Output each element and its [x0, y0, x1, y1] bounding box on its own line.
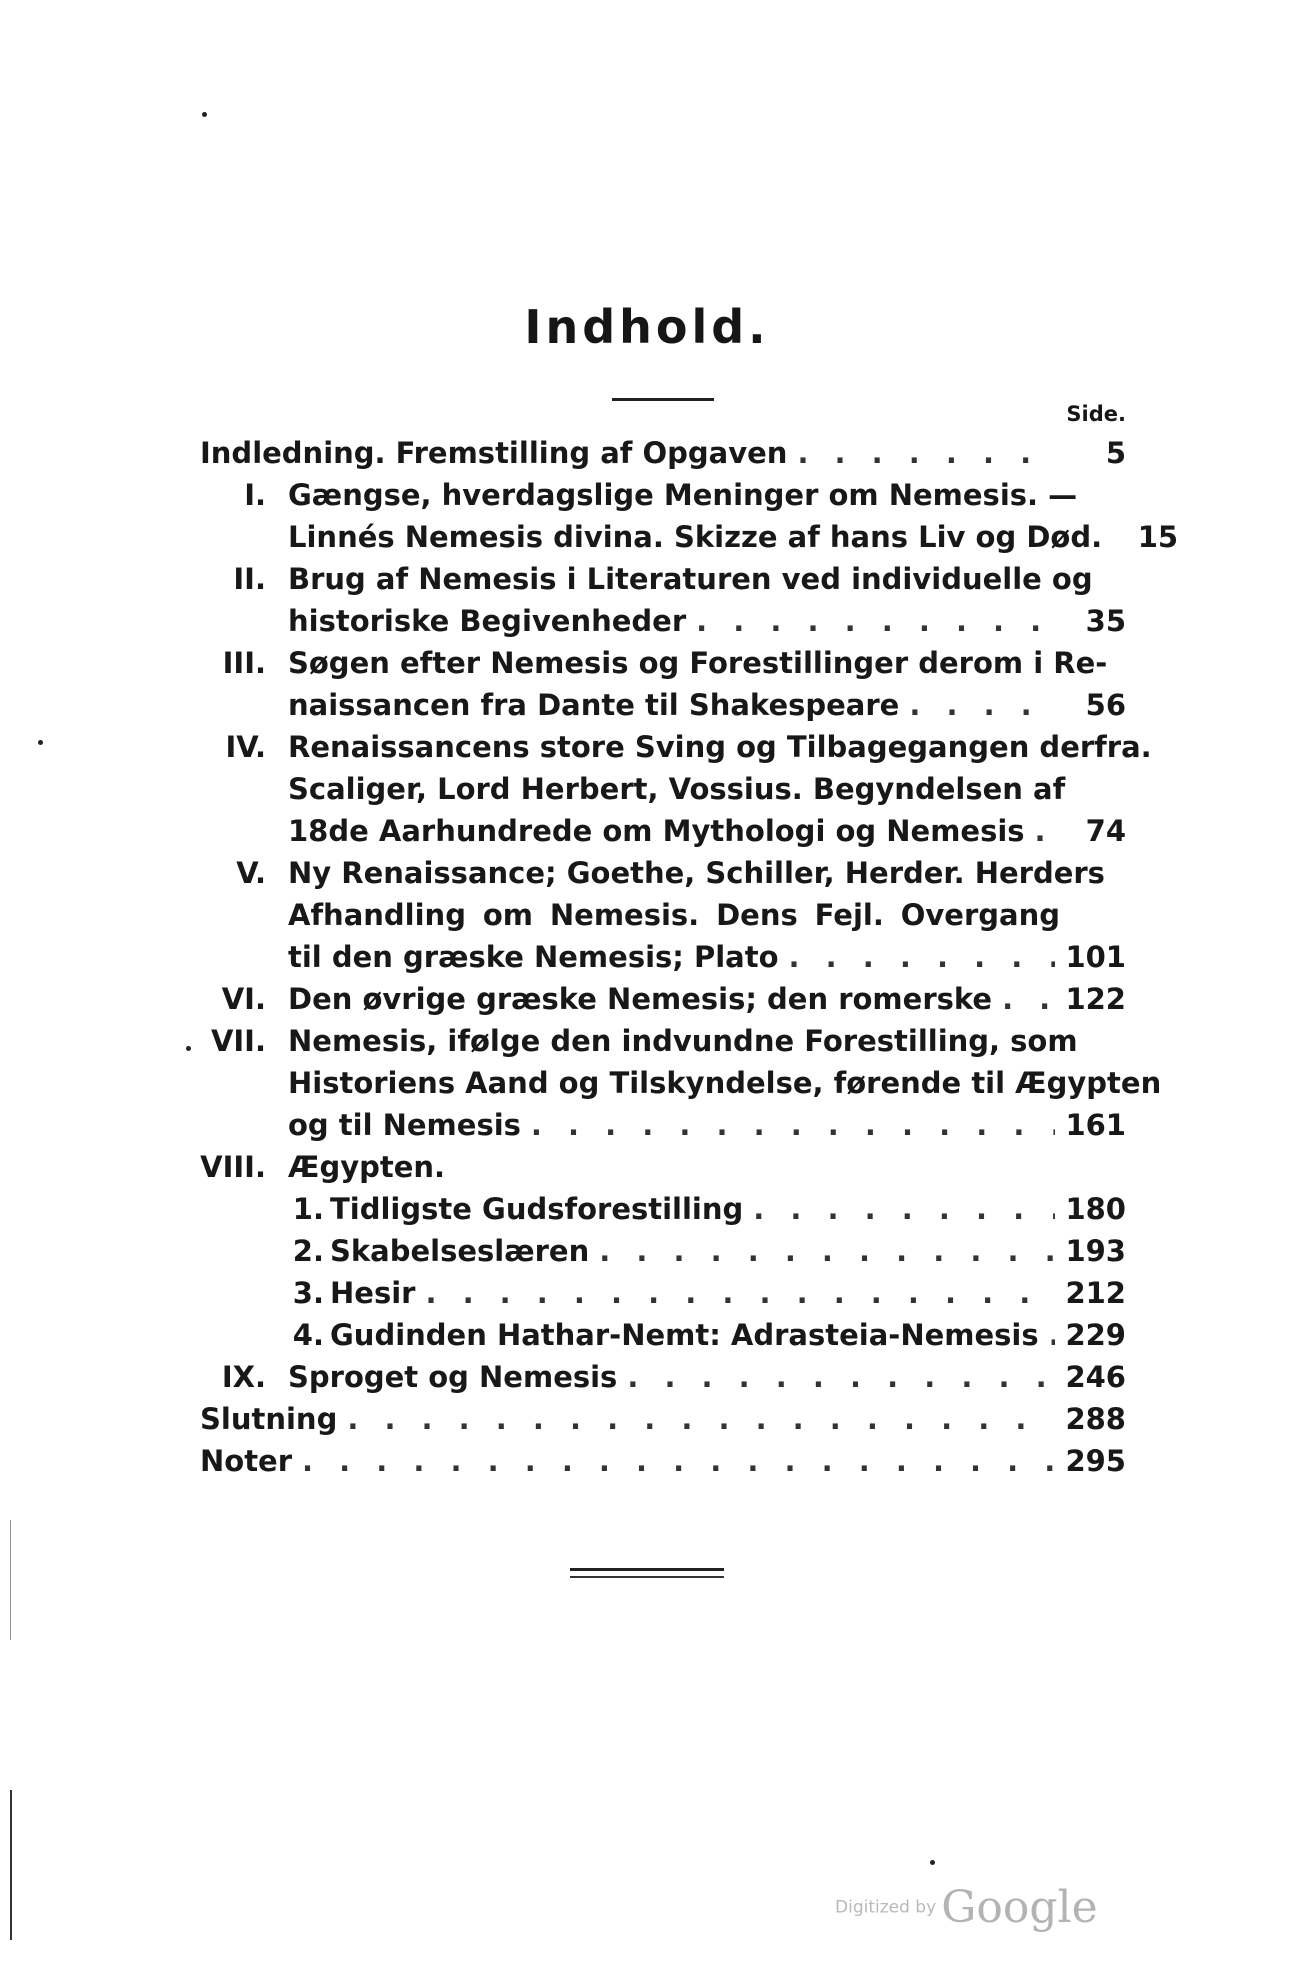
toc-line — [200, 1020, 1126, 1062]
toc-line — [200, 978, 1126, 1020]
toc-line — [200, 642, 1126, 684]
toc-entry-text — [288, 1356, 1126, 1398]
toc-line — [200, 1314, 1126, 1356]
dot-leader — [627, 1356, 1055, 1398]
toc-line — [200, 684, 1126, 726]
page-number: 246 — [1065, 1360, 1126, 1394]
section-number: 4. — [292, 1318, 324, 1352]
entry-title: og til Nemesis — [288, 1108, 521, 1142]
dot-leader — [302, 1440, 1055, 1482]
toc-entry-text — [288, 978, 1126, 1020]
dot-leader — [425, 1272, 1055, 1314]
page-title: Indhold. — [524, 300, 770, 354]
toc-entry-text — [330, 1230, 1126, 1272]
page-number: 56 — [1085, 688, 1126, 722]
entry-title: Scaliger, Lord Herbert, Vossius. Begyndelsen af — [288, 772, 1066, 806]
entry-title: historiske Begivenheder — [288, 604, 687, 638]
chapter-number: VI. — [221, 982, 266, 1016]
toc-line — [200, 1398, 1126, 1440]
chapter-number: VII. — [210, 1024, 266, 1058]
toc-line — [200, 432, 1126, 474]
dot-leader — [797, 432, 1060, 474]
page-column-label: Side. — [1066, 402, 1126, 426]
toc-line — [200, 474, 1126, 516]
toc-line — [200, 1062, 1162, 1104]
toc-entry-text — [288, 684, 1126, 726]
toc-line — [200, 768, 1126, 810]
page-number: 122 — [1065, 982, 1126, 1016]
entry-title: Den øvrige græske Nemesis; den romerske — [288, 982, 993, 1016]
toc-entry-text — [288, 516, 1179, 558]
toc-entry-text — [288, 1104, 1126, 1146]
section-number: 3. — [292, 1276, 324, 1310]
entry-title: Slutning — [200, 1402, 338, 1436]
page-number: 101 — [1065, 940, 1126, 974]
entry-title: Nemesis, ifølge den indvundne Forestilling, som — [288, 1024, 1078, 1058]
ink-speck — [186, 1046, 191, 1051]
toc-entry-text — [200, 432, 1126, 474]
table-of-contents — [200, 432, 1179, 1482]
toc-line — [200, 1188, 1126, 1230]
entry-title: 18de Aarhundrede om Mythologi og Nemesis — [288, 814, 1025, 848]
chapter-number: IV. — [225, 730, 266, 764]
section-number: 1. — [292, 1192, 324, 1226]
page-number: 193 — [1065, 1234, 1126, 1268]
toc-entry-text — [330, 1314, 1126, 1356]
page-number: 295 — [1065, 1444, 1126, 1478]
toc-line — [200, 1104, 1126, 1146]
toc-entry-text — [288, 852, 1126, 894]
toc-entry-text — [288, 726, 1152, 768]
entry-title: Brug af Nemesis i Literaturen ved individuelle og — [288, 562, 1093, 596]
title-rule — [612, 398, 714, 401]
entry-title: Skabelseslæren — [330, 1234, 590, 1268]
toc-entry-text — [288, 936, 1126, 978]
entry-title: Afhandling om Nemesis. Dens Fejl. Overgang — [288, 898, 1060, 932]
ink-speck — [202, 112, 207, 117]
toc-line — [200, 726, 1152, 768]
toc-entry-text — [288, 768, 1126, 810]
toc-entry-text — [330, 1272, 1126, 1314]
toc-line — [200, 558, 1126, 600]
toc-line — [200, 1146, 1126, 1188]
watermark-text: Digitized by — [835, 1897, 937, 1918]
entry-title: Søgen efter Nemesis og Forestillinger derom i Re- — [288, 646, 1108, 680]
chapter-number: I. — [244, 478, 266, 512]
dot-leader — [1002, 978, 1055, 1020]
entry-title: til den græske Nemesis; Plato — [288, 940, 779, 974]
toc-entry-text — [288, 1146, 1126, 1188]
page-number: 180 — [1065, 1192, 1126, 1226]
page-number: 161 — [1065, 1108, 1126, 1142]
toc-entry-text — [288, 1062, 1162, 1104]
entry-title: Gængse, hverdagslige Meninger om Nemesis. — — [288, 478, 1078, 512]
toc-entry-text — [288, 810, 1126, 852]
dot-leader — [599, 1230, 1055, 1272]
entry-title: Noter — [200, 1444, 293, 1478]
toc-entry-text — [200, 1398, 1126, 1440]
entry-title: Renaissancens store Sving og Tilbagegangen derfra. — [288, 730, 1152, 764]
toc-entry-text — [288, 1020, 1126, 1062]
ink-speck — [930, 1860, 935, 1865]
ink-speck — [38, 740, 43, 745]
chapter-number: VIII. — [200, 1150, 266, 1184]
toc-entry-text — [288, 600, 1126, 642]
chapter-number: V. — [236, 856, 266, 890]
entry-title: Historiens Aand og Tilskyndelse, førende til Ægypten — [288, 1066, 1162, 1100]
section-number: 2. — [292, 1234, 324, 1268]
chapter-number: IX. — [221, 1360, 266, 1394]
end-rule-lower — [570, 1576, 724, 1578]
toc-entry-text — [288, 894, 1126, 936]
page-number: 15 — [1137, 520, 1179, 554]
dot-leader — [347, 1398, 1055, 1440]
entry-title: Hesir — [330, 1276, 416, 1310]
entry-title: naissancen fra Dante til Shakespeare — [288, 688, 900, 722]
entry-title: Tidligste Gudsforestilling — [330, 1192, 744, 1226]
dot-leader — [1049, 1314, 1056, 1356]
toc-entry-text — [288, 474, 1126, 516]
toc-line — [200, 516, 1179, 558]
toc-line — [200, 936, 1126, 978]
entry-title: Ægypten. — [288, 1150, 446, 1184]
toc-line — [200, 810, 1126, 852]
entry-title: Linnés Nemesis divina. Skizze af hans Liv og Død. — [288, 520, 1103, 554]
entry-title: Ny Renaissance; Goethe, Schiller, Herder. Herders — [288, 856, 1105, 890]
toc-line — [200, 600, 1126, 642]
toc-line — [200, 894, 1126, 936]
page-number: 229 — [1065, 1318, 1126, 1352]
dot-leader — [789, 936, 1056, 978]
google-logo: Google — [941, 1882, 1098, 1933]
toc-line — [200, 1230, 1126, 1272]
toc-entry-text — [330, 1188, 1126, 1230]
page-number: 288 — [1065, 1402, 1126, 1436]
digitized-by-watermark — [835, 1882, 1098, 1933]
toc-line — [200, 1440, 1126, 1482]
page-number: 35 — [1085, 604, 1126, 638]
end-rule — [570, 1568, 724, 1571]
page-number: 5 — [1105, 436, 1126, 470]
toc-entry-text — [288, 558, 1126, 600]
dot-leader — [1035, 810, 1060, 852]
entry-title: Gudinden Hathar-Nemt: Adrasteia-Nemesis — [330, 1318, 1039, 1352]
chapter-number: III. — [222, 646, 266, 680]
entry-title: Sproget og Nemesis — [288, 1360, 618, 1394]
toc-line — [200, 1356, 1126, 1398]
page-number: 212 — [1065, 1276, 1126, 1310]
toc-entry-text — [288, 642, 1126, 684]
dot-leader — [531, 1104, 1056, 1146]
chapter-number: II. — [233, 562, 266, 596]
toc-entry-text — [200, 1440, 1126, 1482]
toc-line — [200, 852, 1126, 894]
dot-leader — [909, 684, 1060, 726]
dot-leader — [696, 600, 1060, 642]
entry-title: Indledning. Fremstilling af Opgaven — [200, 436, 788, 470]
dot-leader — [753, 1188, 1055, 1230]
page-number: 74 — [1085, 814, 1126, 848]
page-edge-mark — [10, 1790, 12, 1940]
page-edge-mark — [10, 1520, 11, 1640]
toc-line — [200, 1272, 1126, 1314]
